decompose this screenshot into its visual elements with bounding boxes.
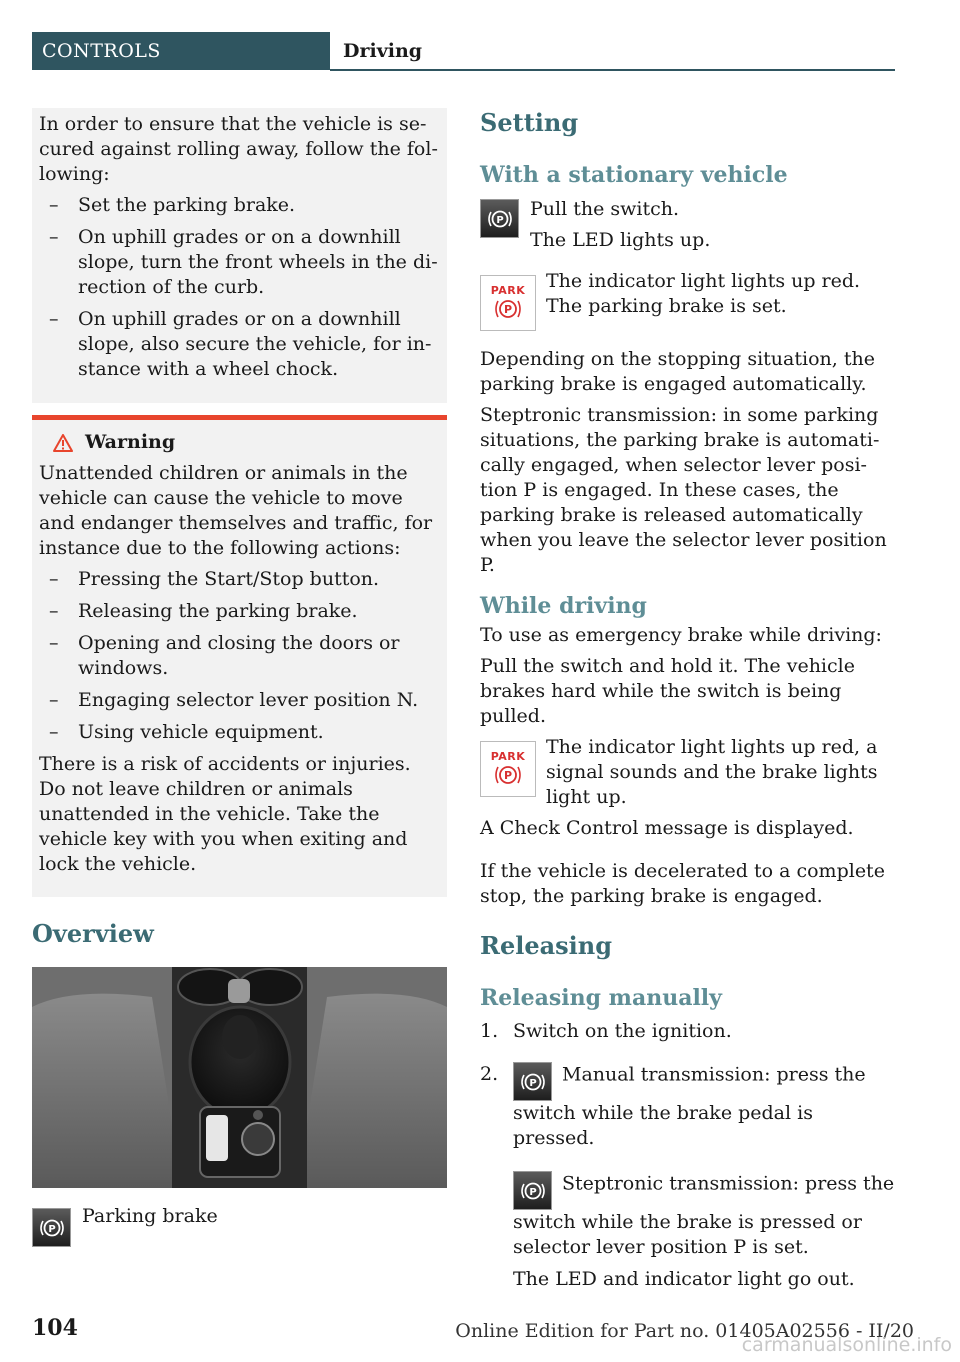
step-2 xyxy=(480,1062,895,1292)
list-item: – On uphill grades or on a downhill slope, also secure the vehicle, for instance with a wheel chock. xyxy=(39,307,439,382)
overview-heading: Overview xyxy=(32,919,154,948)
right-column xyxy=(480,108,895,1292)
park-indicator-icon xyxy=(480,275,536,331)
release-steps xyxy=(480,1019,895,1292)
warning-list xyxy=(39,567,439,745)
pull-hold-text: Pull the switch and hold it. The vehicle brakes hard while the switch is being pulled. xyxy=(480,655,855,727)
warning-heading xyxy=(39,430,439,455)
svg-text:P: P xyxy=(503,769,513,782)
warning-text: Unattended children or animals in the vehicle can cause the vehicle to move and endanger themselves and traffic, for instance due to the following actions: xyxy=(39,462,433,559)
park-label: PARK xyxy=(490,750,526,763)
list-item: – On uphill grades or on a downhill slope, turn the front wheels in the direction of the curb. xyxy=(39,225,439,300)
page-number: 104 xyxy=(32,1315,78,1341)
list-item: – Pressing the Start/Stop button. xyxy=(39,567,439,592)
section-tab: CONTROLS xyxy=(32,32,330,70)
rolling-away-box xyxy=(32,108,447,403)
list-item: – Opening and closing the doors or windows. xyxy=(39,631,439,681)
depending-text: Depending on the stopping situation, the parking brake is engaged automatically. xyxy=(480,348,875,395)
intro-list xyxy=(39,193,439,382)
decelerated-text: If the vehicle is decelerated to a complete stop, the parking brake is engaged. xyxy=(480,860,885,907)
park-label: PARK xyxy=(490,284,526,297)
console-illustration xyxy=(32,967,447,1188)
step-1 xyxy=(480,1019,895,1044)
emergency-text: To use as emergency brake while driving: xyxy=(480,624,882,646)
warning-triangle-icon xyxy=(53,434,73,452)
list-item: – Using vehicle equipment. xyxy=(39,720,439,745)
photo-caption: Parking brake xyxy=(82,1205,218,1227)
indicator-signal-text: The indicator light lights up red, a signal sounds and the brake lights light up. xyxy=(546,736,878,808)
parking-brake-switch-icon xyxy=(480,199,519,238)
led-out-text: The LED and indicator light go out. xyxy=(513,1268,855,1290)
while-driving-heading: While driving xyxy=(480,593,647,619)
svg-text:P: P xyxy=(47,1223,56,1235)
parking-brake-switch-icon xyxy=(513,1171,552,1210)
setting-heading: Setting xyxy=(480,108,579,137)
step-2-steptronic xyxy=(513,1171,895,1260)
edition-note: Online Edition for Part no. 01405A02556 - II/20 xyxy=(455,1320,914,1342)
releasing-heading: Releasing xyxy=(480,931,613,960)
svg-text:P: P xyxy=(528,1186,537,1198)
warning-box xyxy=(32,420,447,897)
list-item: – Set the parking brake. xyxy=(39,193,439,218)
step-2-steptronic-text: Steptronic transmission: press the switch while the brake is pressed or selector lever position P is set. xyxy=(513,1172,895,1258)
header-rule xyxy=(330,69,895,71)
step-text: Switch on the ignition. xyxy=(513,1020,732,1042)
center-console-photo xyxy=(32,967,447,1188)
warning-title: Warning xyxy=(85,431,176,453)
step-number: 2. xyxy=(480,1063,499,1085)
parking-brake-switch-icon xyxy=(32,1208,71,1247)
step-text: Manual transmission: press the switch while the brake pedal is pressed. xyxy=(513,1063,866,1149)
left-column xyxy=(32,108,447,1247)
list-item: – Engaging selector lever position N. xyxy=(39,688,439,713)
steptronic-text: Steptronic transmission: in some parking situations, the parking brake is automatically engaged, when selector lever position P is engaged. In these cases, the parking brake is released automatically when you leave the selector lever position P. xyxy=(480,404,887,576)
stationary-heading: With a stationary vehicle xyxy=(480,162,788,188)
warning-closing: There is a risk of accidents or injuries. Do not leave children or animals unattended in the vehicle. Take the vehicle key with you when exiting and lock the vehicle. xyxy=(39,753,411,875)
photo-caption-row xyxy=(32,1205,447,1247)
releasing-manually-heading: Releasing manually xyxy=(480,985,722,1011)
led-lights-text: The LED lights up. xyxy=(530,229,711,251)
indicator-red-row xyxy=(480,269,895,331)
indicator-red-text: The indicator light lights up red. The parking brake is set. xyxy=(546,270,861,317)
watermark: carmanualsonline.info xyxy=(741,1334,952,1356)
svg-text:P: P xyxy=(528,1077,537,1089)
svg-text:P: P xyxy=(495,214,504,226)
check-control-text: A Check Control message is displayed. xyxy=(480,817,854,839)
list-item: – Releasing the parking brake. xyxy=(39,599,439,624)
pull-switch-row xyxy=(480,197,895,253)
parking-brake-switch-icon xyxy=(513,1062,552,1101)
pull-switch-text: Pull the switch. xyxy=(530,198,680,220)
park-indicator-icon xyxy=(480,741,536,797)
step-number: 1. xyxy=(480,1020,499,1042)
chapter-title: Driving xyxy=(343,40,423,62)
indicator-signal-row xyxy=(480,735,895,810)
svg-text:P: P xyxy=(503,303,513,316)
intro-text: In order to ensure that the vehicle is secured against rolling away, follow the following: xyxy=(39,113,438,185)
